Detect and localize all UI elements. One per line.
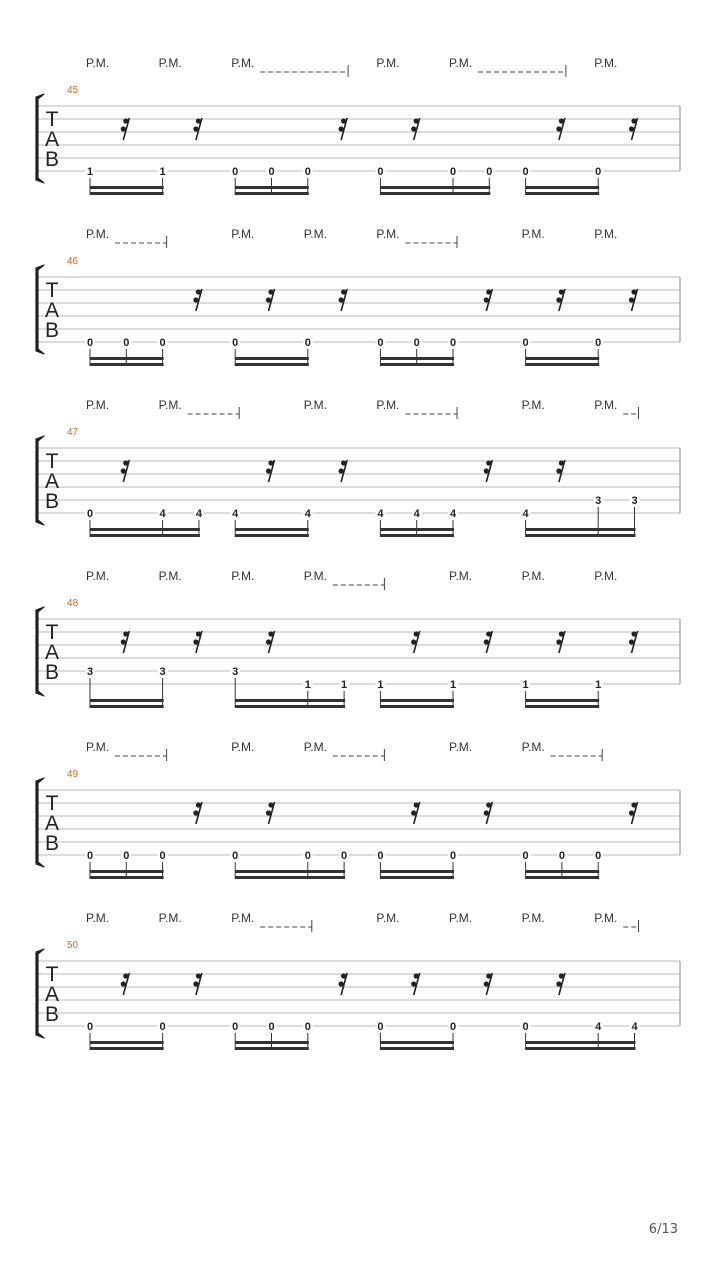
fret-number: 3 [159, 666, 166, 678]
fret-number: 0 [304, 1021, 311, 1033]
beam-primary [526, 192, 600, 195]
sixteenth-rest-icon [121, 631, 130, 653]
rest-flag [484, 810, 489, 815]
rest-flag [411, 810, 416, 815]
rest-flag [486, 289, 491, 294]
rest-flag [631, 289, 636, 294]
palm-mute-label: P.M. [231, 569, 255, 583]
beam-primary [235, 705, 345, 708]
rest-flag [193, 981, 198, 986]
tab-clef-t: T [45, 792, 59, 815]
beam-primary [90, 705, 164, 708]
measure-number: 49 [67, 769, 79, 780]
palm-mute-label: P.M. [594, 227, 618, 241]
tab-clef-b: B [44, 1003, 60, 1026]
palm-mute-label: P.M. [303, 740, 327, 754]
staff-system-45 [36, 56, 680, 195]
sixteenth-rest-icon [121, 973, 130, 995]
beam-secondary [235, 1041, 309, 1044]
beam-primary [380, 192, 490, 195]
palm-mute-label: P.M. [521, 740, 545, 754]
rest-flag [123, 460, 128, 465]
rest-flag [629, 126, 634, 131]
sixteenth-rest-icon [266, 802, 275, 824]
palm-mute-label: P.M. [231, 227, 255, 241]
tab-clef-t: T [45, 279, 59, 302]
fret-number: 0 [86, 508, 94, 520]
sixteenth-rest-icon [484, 802, 493, 824]
fret-number: 4 [377, 508, 384, 520]
beam-secondary [380, 699, 454, 702]
beam-secondary [90, 870, 164, 873]
rest-flag [123, 118, 128, 123]
fret-number: 0 [522, 337, 529, 349]
fret-number: 0 [159, 850, 166, 862]
fret-number: 1 [449, 679, 457, 691]
rest-flag [341, 118, 346, 123]
rest-flag [629, 297, 634, 302]
palm-mute-label: P.M. [303, 398, 327, 412]
rest-flag [268, 460, 273, 465]
rest-flag [266, 639, 271, 644]
fret-number: 4 [595, 1021, 602, 1033]
rest-flag [486, 802, 491, 807]
sixteenth-rest-icon [484, 460, 493, 482]
fret-number: 0 [268, 166, 275, 178]
rest-flag [556, 981, 561, 986]
fret-number: 4 [304, 508, 311, 520]
rest-flag [196, 631, 201, 636]
sixteenth-rest-icon [121, 460, 130, 482]
beam-primary [526, 1047, 636, 1050]
staff-system-49 [36, 740, 680, 879]
beam-secondary [90, 357, 164, 360]
system-bracket [36, 607, 44, 696]
fret-number: 0 [377, 850, 384, 862]
sixteenth-rest-icon [556, 973, 565, 995]
sixteenth-rest-icon [629, 289, 638, 311]
palm-mute-label: P.M. [449, 56, 473, 70]
measure-number: 50 [67, 940, 79, 951]
rest-flag [556, 126, 561, 131]
palm-mute-label: P.M. [376, 911, 400, 925]
rest-flag [414, 973, 419, 978]
palm-mute-label: P.M. [521, 398, 545, 412]
beam-secondary [90, 528, 200, 531]
rest-flag [556, 639, 561, 644]
rest-flag [121, 468, 126, 473]
beam-secondary [380, 357, 454, 360]
beam-primary [90, 363, 164, 366]
fret-number: 0 [123, 850, 130, 862]
palm-mute-label: P.M. [86, 398, 110, 412]
rest-flag [193, 126, 198, 131]
beam-primary [90, 192, 164, 195]
fret-number: 3 [595, 495, 602, 507]
rest-flag [629, 639, 634, 644]
staff-system-48 [36, 569, 680, 708]
measure-number: 47 [67, 427, 79, 438]
beam-primary [380, 534, 454, 537]
fret-number: 0 [377, 166, 384, 178]
sixteenth-rest-icon [556, 460, 565, 482]
fret-number: 0 [377, 337, 384, 349]
fret-number: 1 [377, 679, 384, 691]
tab-clef-a: A [44, 470, 60, 493]
rest-flag [123, 973, 128, 978]
fret-number: 1 [595, 679, 602, 691]
fret-number: 0 [86, 850, 94, 862]
rest-flag [484, 297, 489, 302]
fret-number: 1 [522, 679, 529, 691]
palm-mute-label: P.M. [594, 398, 618, 412]
fret-number: 0 [377, 1021, 384, 1033]
sixteenth-rest-icon [193, 289, 202, 311]
beam-primary [380, 1047, 454, 1050]
tab-clef-a: A [44, 983, 60, 1006]
fret-number: 0 [595, 850, 602, 862]
rest-flag [486, 460, 491, 465]
rest-flag [484, 468, 489, 473]
sixteenth-rest-icon [411, 118, 420, 140]
fret-number: 0 [449, 850, 457, 862]
fret-number: 1 [304, 679, 311, 691]
rest-flag [414, 118, 419, 123]
rest-flag [411, 981, 416, 986]
measure-number: 48 [67, 598, 79, 609]
fret-number: 0 [558, 850, 565, 862]
fret-number: 0 [232, 166, 239, 178]
fret-number: 4 [195, 508, 202, 520]
fret-number: 0 [413, 337, 420, 349]
rest-flag [556, 468, 561, 473]
fret-number: 0 [304, 337, 311, 349]
beam-secondary [526, 528, 636, 531]
sixteenth-rest-icon [629, 631, 638, 653]
rest-flag [266, 297, 271, 302]
tab-clef-b: B [44, 319, 60, 342]
fret-number: 1 [159, 166, 166, 178]
beam-secondary [380, 870, 454, 873]
beam-primary [90, 876, 164, 879]
tab-clef-a: A [44, 641, 60, 664]
fret-number: 0 [268, 1021, 275, 1033]
rest-flag [559, 973, 564, 978]
beam-primary [380, 705, 454, 708]
fret-number: 3 [86, 666, 94, 678]
rest-flag [268, 289, 273, 294]
palm-mute-label: P.M. [521, 227, 545, 241]
system-bracket [36, 949, 44, 1038]
fret-number: 0 [304, 166, 311, 178]
fret-number: 0 [159, 337, 166, 349]
rest-flag [484, 981, 489, 986]
rest-flag [411, 126, 416, 131]
fret-number: 0 [232, 337, 239, 349]
palm-mute-label: P.M. [158, 911, 182, 925]
sixteenth-rest-icon [484, 973, 493, 995]
fret-number: 0 [86, 337, 94, 349]
fret-number: 4 [522, 508, 529, 520]
fret-number: 0 [449, 337, 457, 349]
sixteenth-rest-icon [411, 973, 420, 995]
palm-mute-label: P.M. [158, 398, 182, 412]
sixteenth-rest-icon [411, 802, 420, 824]
system-bracket [36, 265, 44, 354]
rest-flag [196, 973, 201, 978]
tab-clef-b: B [44, 490, 60, 513]
palm-mute-label: P.M. [594, 569, 618, 583]
rest-flag [341, 460, 346, 465]
tab-clef-t: T [45, 108, 59, 131]
sixteenth-rest-icon [411, 631, 420, 653]
fret-number: 0 [232, 850, 239, 862]
rest-flag [196, 802, 201, 807]
sixteenth-rest-icon [339, 118, 348, 140]
beam-primary [235, 534, 309, 537]
system-bracket [36, 94, 44, 183]
rest-flag [121, 981, 126, 986]
fret-number: 0 [522, 166, 529, 178]
fret-number: 4 [232, 508, 239, 520]
beam-primary [380, 876, 454, 879]
palm-mute-label: P.M. [376, 398, 400, 412]
beam-secondary [380, 186, 490, 189]
fret-number: 0 [123, 337, 130, 349]
palm-mute-label: P.M. [158, 569, 182, 583]
palm-mute-label: P.M. [376, 56, 400, 70]
tab-clef-a: A [44, 299, 60, 322]
rest-flag [266, 468, 271, 473]
rest-flag [559, 631, 564, 636]
fret-number: 0 [522, 850, 529, 862]
palm-mute-label: P.M. [594, 56, 618, 70]
beam-primary [90, 534, 200, 537]
rest-flag [193, 639, 198, 644]
beam-secondary [90, 699, 164, 702]
palm-mute-label: P.M. [86, 569, 110, 583]
sixteenth-rest-icon [193, 973, 202, 995]
tab-clef-a: A [44, 128, 60, 151]
beam-secondary [380, 528, 454, 531]
sixteenth-rest-icon [484, 631, 493, 653]
palm-mute-label: P.M. [86, 740, 110, 754]
tab-clef-a: A [44, 812, 60, 835]
system-bracket [36, 436, 44, 525]
rest-flag [631, 118, 636, 123]
fret-number: 0 [232, 1021, 239, 1033]
rest-flag [123, 631, 128, 636]
sixteenth-rest-icon [193, 631, 202, 653]
rest-flag [484, 639, 489, 644]
beam-primary [380, 363, 454, 366]
sixteenth-rest-icon [266, 460, 275, 482]
tab-clef-b: B [44, 832, 60, 855]
fret-number: 0 [304, 850, 311, 862]
palm-mute-label: P.M. [594, 911, 618, 925]
fret-number: 0 [86, 1021, 94, 1033]
fret-number: 1 [86, 166, 94, 178]
sixteenth-rest-icon [121, 118, 130, 140]
tab-clef-t: T [45, 963, 59, 986]
fret-number: 0 [449, 166, 457, 178]
rest-flag [414, 631, 419, 636]
rest-flag [631, 631, 636, 636]
beam-primary [235, 1047, 309, 1050]
fret-number: 4 [631, 1021, 638, 1033]
tab-clef-t: T [45, 450, 59, 473]
rest-flag [193, 297, 198, 302]
palm-mute-label: P.M. [449, 911, 473, 925]
fret-number: 0 [486, 166, 493, 178]
beam-secondary [90, 1041, 164, 1044]
fret-number: 0 [159, 1021, 166, 1033]
beam-secondary [90, 186, 164, 189]
beam-secondary [235, 870, 345, 873]
sixteenth-rest-icon [266, 289, 275, 311]
beam-secondary [526, 870, 600, 873]
palm-mute-label: P.M. [521, 569, 545, 583]
palm-mute-label: P.M. [86, 56, 110, 70]
rest-flag [411, 639, 416, 644]
palm-mute-label: P.M. [449, 740, 473, 754]
rest-flag [121, 639, 126, 644]
palm-mute-label: P.M. [303, 227, 327, 241]
rest-flag [341, 973, 346, 978]
beam-primary [526, 876, 600, 879]
sixteenth-rest-icon [193, 802, 202, 824]
measure-number: 46 [67, 256, 79, 267]
rest-flag [559, 289, 564, 294]
rest-flag [268, 631, 273, 636]
rest-flag [414, 802, 419, 807]
fret-number: 4 [159, 508, 166, 520]
sixteenth-rest-icon [556, 289, 565, 311]
beam-secondary [235, 357, 309, 360]
beam-primary [235, 876, 345, 879]
fret-number: 0 [595, 337, 602, 349]
palm-mute-label: P.M. [521, 911, 545, 925]
beam-secondary [235, 186, 309, 189]
rest-flag [196, 289, 201, 294]
rest-flag [556, 297, 561, 302]
rest-flag [266, 810, 271, 815]
sixteenth-rest-icon [266, 631, 275, 653]
tab-clef-t: T [45, 621, 59, 644]
fret-number: 1 [341, 679, 348, 691]
rest-flag [339, 297, 344, 302]
sixteenth-rest-icon [629, 802, 638, 824]
beam-primary [90, 1047, 164, 1050]
beam-secondary [235, 699, 345, 702]
sixteenth-rest-icon [629, 118, 638, 140]
rest-flag [559, 118, 564, 123]
staff-system-46 [36, 227, 680, 366]
beam-primary [526, 705, 600, 708]
rest-flag [629, 810, 634, 815]
sixteenth-rest-icon [556, 631, 565, 653]
rest-flag [121, 126, 126, 131]
rest-flag [339, 468, 344, 473]
palm-mute-label: P.M. [231, 56, 255, 70]
fret-number: 0 [522, 1021, 529, 1033]
fret-number: 4 [449, 508, 457, 520]
sixteenth-rest-icon [339, 289, 348, 311]
beam-primary [235, 192, 309, 195]
page-number: 6/13 [648, 1222, 678, 1237]
palm-mute-label: P.M. [449, 569, 473, 583]
beam-secondary [526, 1041, 636, 1044]
palm-mute-label: P.M. [158, 56, 182, 70]
beam-secondary [380, 1041, 454, 1044]
rest-flag [631, 802, 636, 807]
tab-clef-b: B [44, 148, 60, 171]
palm-mute-label: P.M. [86, 227, 110, 241]
sixteenth-rest-icon [339, 460, 348, 482]
rest-flag [339, 981, 344, 986]
fret-number: 3 [232, 666, 239, 678]
rest-flag [196, 118, 201, 123]
staff-system-47 [36, 398, 680, 537]
beam-secondary [526, 357, 600, 360]
fret-number: 3 [631, 495, 638, 507]
fret-number: 4 [413, 508, 420, 520]
sixteenth-rest-icon [556, 118, 565, 140]
tab-clef-b: B [44, 661, 60, 684]
rest-flag [486, 973, 491, 978]
sixteenth-rest-icon [193, 118, 202, 140]
rest-flag [486, 631, 491, 636]
beam-secondary [526, 699, 600, 702]
fret-number: 0 [449, 1021, 457, 1033]
beam-primary [526, 534, 636, 537]
measure-number: 45 [67, 85, 79, 96]
beam-secondary [526, 186, 600, 189]
beam-primary [526, 363, 600, 366]
rest-flag [341, 289, 346, 294]
sixteenth-rest-icon [339, 973, 348, 995]
staff-system-50 [36, 911, 680, 1050]
palm-mute-label: P.M. [303, 569, 327, 583]
fret-number: 0 [595, 166, 602, 178]
fret-number: 0 [341, 850, 348, 862]
rest-flag [559, 460, 564, 465]
system-bracket [36, 778, 44, 867]
palm-mute-label: P.M. [376, 227, 400, 241]
palm-mute-label: P.M. [231, 911, 255, 925]
palm-mute-label: P.M. [86, 911, 110, 925]
palm-mute-label: P.M. [231, 740, 255, 754]
rest-flag [268, 802, 273, 807]
beam-primary [235, 363, 309, 366]
rest-flag [339, 126, 344, 131]
sixteenth-rest-icon [484, 289, 493, 311]
beam-secondary [235, 528, 309, 531]
rest-flag [193, 810, 198, 815]
